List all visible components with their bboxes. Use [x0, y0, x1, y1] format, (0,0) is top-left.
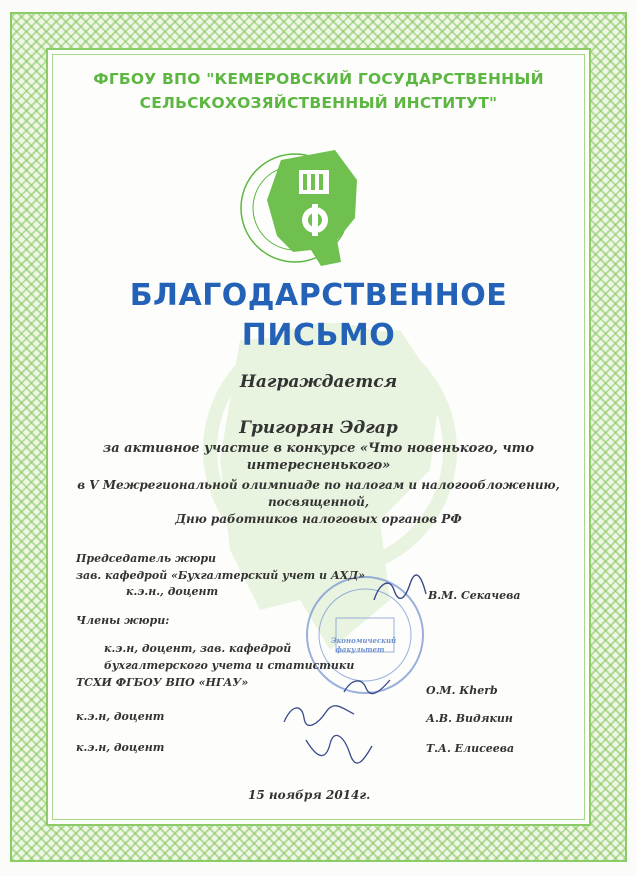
title-line2: ПИСЬМО — [241, 318, 396, 353]
reason-line3: в V Межрегиональной олимпиаде по налогам и налогообложению, — [77, 478, 560, 492]
institute-emblem-icon — [237, 140, 367, 270]
reason-line2: интересненького» — [246, 458, 391, 473]
member1-line2: бухгалтерского учета и статистики — [104, 659, 355, 672]
member1-signature-icon — [340, 672, 396, 700]
member3-degree: к.э.н, доцент — [76, 741, 165, 754]
member2-degree: к.э.н, доцент — [76, 710, 165, 723]
chair-degree: к.э.н., доцент — [126, 585, 219, 598]
title-line1: БЛАГОДАРСТВЕННОЕ — [129, 278, 508, 313]
members-label: Члены жюри: — [76, 614, 170, 627]
member1-line3: ТСХИ ФГБОУ ВПО «НГАУ» — [76, 676, 249, 689]
seal-text: Экономический факультет — [331, 636, 397, 654]
reason-line1: за активное участие в конкурсе «Что новенького, что — [102, 441, 535, 456]
member2-name: А.В. Видякин — [426, 712, 513, 725]
member2-signature-icon — [278, 700, 358, 730]
member3-signature-icon — [300, 730, 376, 766]
chair-name: В.М. Секачева — [428, 589, 521, 602]
chair-label: Председатель жюри — [76, 552, 217, 565]
organization-line2: СЕЛЬСКОХОЗЯЙСТВЕННЫЙ ИНСТИТУТ" — [139, 94, 498, 112]
issue-date: 15 ноября 2014г. — [248, 788, 371, 802]
chair-position: зав. кафедрой «Бухгалтерский учет и АХД» — [76, 569, 365, 582]
reason-line4: посвященной, — [267, 495, 370, 509]
chair-signature-icon — [370, 572, 430, 608]
member3-name: Т.А. Елисеева — [426, 742, 515, 755]
reason-line5: Дню работников налоговых органов РФ — [175, 512, 462, 526]
awarded-label: Награждается — [239, 372, 398, 392]
member1-name: О.М. Кherb — [426, 684, 498, 697]
member1-line1: к.э.н, доцент, зав. кафедрой — [104, 642, 292, 655]
organization-line1: ФГБОУ ВПО "КЕМЕРОВСКИЙ ГОСУДАРСТВЕННЫЙ — [93, 70, 544, 88]
recipient-name: Григорян Эдгар — [239, 418, 398, 438]
